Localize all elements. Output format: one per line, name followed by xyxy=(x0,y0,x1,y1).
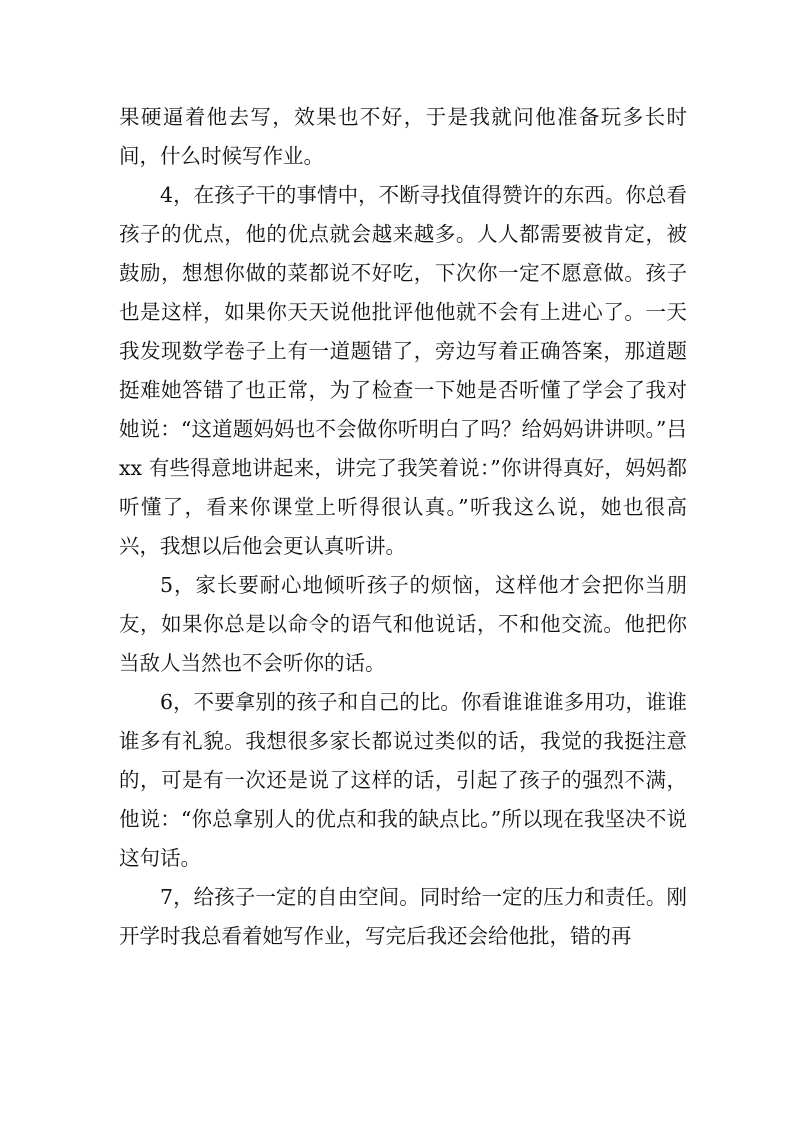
document-body xyxy=(119,98,687,956)
paragraph-tip-4: 4，在孩子干的事情中，不断寻找值得赞许的东西。你总看孩子的优点，他的优点就会越来越多。人人都需要被肯定，被鼓励，想想你做的菜都说不好吃，下次你一定不愿意做。孩子也是这样，如果你天天说他批评他他就不会有上进心了。一天我发现数学卷子上有一道题错了，旁边写着正确答案，那道题挺难她答错了也正常，为了检查一下她是否听懂了学会了我对她说：“这道题妈妈也不会做你听明白了吗？给妈妈讲讲呗。”吕 xx 有些得意地讲起来，讲完了我笑着说：”你讲得真好，妈妈都听懂了，看来你课堂上听得很认真。”听我这么说，她也很高兴，我想以后他会更认真听讲。 xyxy=(119,183,687,558)
paragraph-tip-5: 5，家长要耐心地倾听孩子的烦恼，这样他才会把你当朋友，如果你总是以命令的语气和他说话，不和他交流。他把你当敌人当然也不会听你的话。 xyxy=(119,573,687,675)
paragraph-tip-6: 6，不要拿别的孩子和自己的比。你看谁谁谁多用功，谁谁谁多有礼貌。我想很多家长都说过类似的话，我觉的我挺注意的，可是有一次还是说了这样的话，引起了孩子的强烈不满，他说：“你总拿别人的优点和我的缺点比。”所以现在我坚决不说这句话。 xyxy=(119,690,687,870)
paragraph-tip-7: 7，给孩子一定的自由空间。同时给一定的压力和责任。刚开学时我总看着她写作业，写完后我还会给他批，错的再 xyxy=(119,885,687,948)
paragraph-continuation: 果硬逼着他去写，效果也不好，于是我就问他准备玩多长时间，什么时候写作业。 xyxy=(119,105,687,168)
